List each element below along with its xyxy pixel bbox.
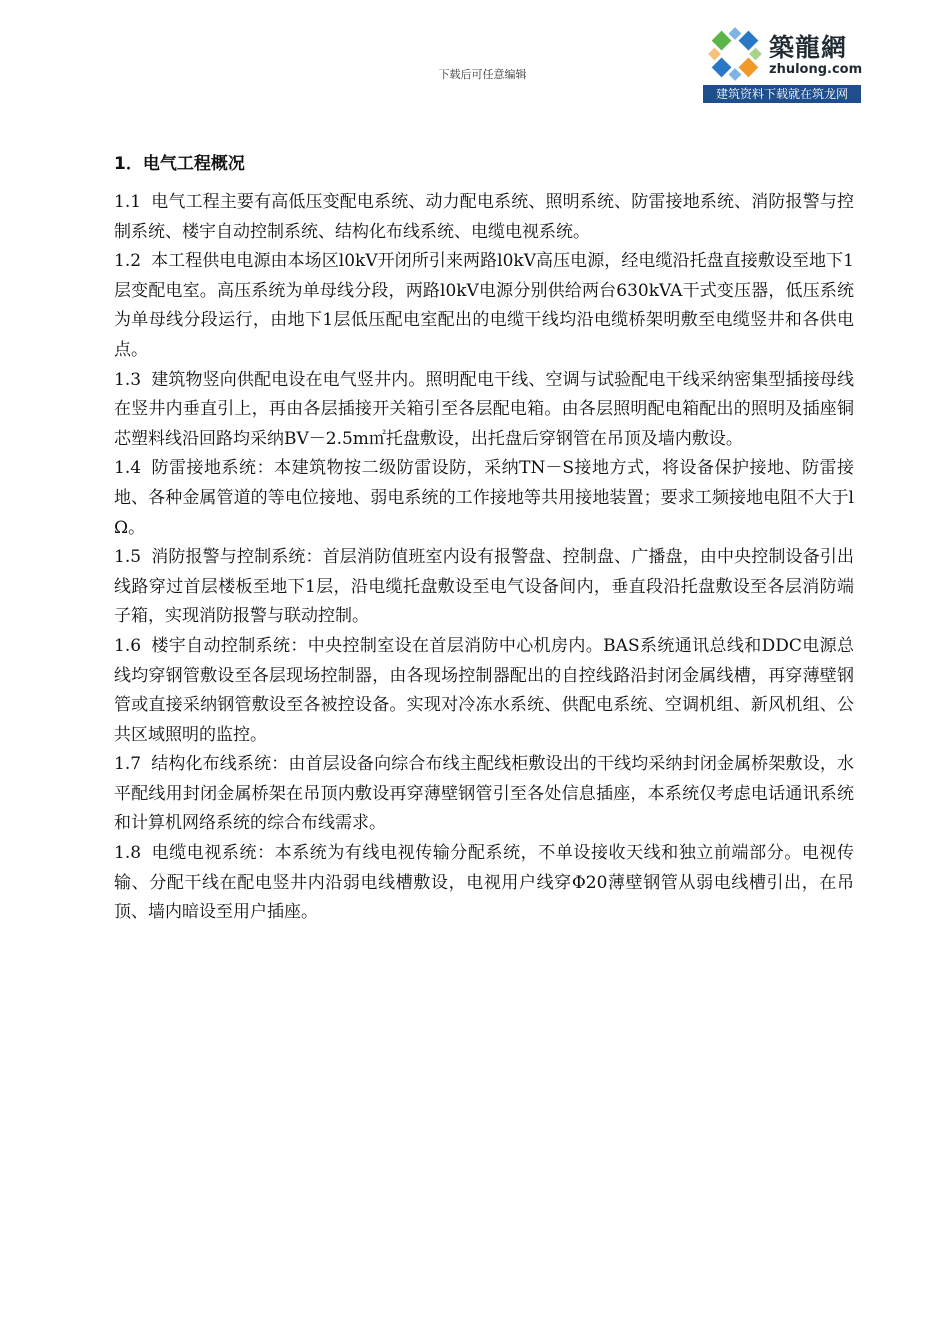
paragraph-text: 电气工程主要有高低压变配电系统、动力配电系统、照明系统、防雷接地系统、消防报警与控制系统、楼宇自动控制系统、结构化布线系统、电缆电视系统。	[114, 192, 854, 242]
paragraph-text: 防雷接地系统：本建筑物按二级防雷设防，采纳TN－S接地方式，将设备保护接地、防雷接地、各种金属管道的等电位接地、弱电系统的工作接地等共用接地装置；要求工频接地电阻不大于l Ω。	[114, 458, 854, 538]
paragraph-text: 结构化布线系统：由首层设备向综合布线主配线柜敷设出的干线均采纳封闭金属桥架敷设，水平配线用封闭金属桥架在吊顶内敷设再穿薄壁钢管引至各处信息插座，本系统仅考虑电话通讯系统和计算机网络系统的综合布线需求。	[114, 754, 854, 834]
paragraph-1-2	[114, 247, 854, 365]
section-title: 1．电气工程概况	[114, 154, 245, 174]
zhulong-logo-icon	[705, 24, 765, 84]
paragraph-number: 1.7	[114, 754, 142, 775]
header-note: 下载后可任意编辑	[438, 68, 527, 81]
paragraph-number: 1.8	[114, 843, 142, 864]
paragraph-number: 1.2	[114, 251, 142, 272]
paragraph-1-4	[114, 454, 854, 543]
paragraph-1-7	[114, 750, 854, 839]
paragraph-1-8	[114, 839, 854, 928]
paragraph-number: 1.1	[114, 192, 142, 212]
logo-name-cn: 築龍網	[769, 33, 848, 62]
paragraph-number: 1.6	[114, 635, 142, 656]
paragraph-text: 消防报警与控制系统：首层消防值班室内设有报警盘、控制盘、广播盘，由中央控制设备引出线路穿过首层楼板至地下1层，沿电缆托盘敷设至电气设备间内，垂直段沿托盘敷设至各层消防端子箱，实现消防报警与联动控制。	[114, 547, 854, 627]
paragraph-number: 1.4	[114, 458, 142, 479]
paragraph-1-1	[114, 188, 854, 247]
paragraph-number: 1.3	[114, 369, 142, 390]
logo-name-en: zhulong.com	[769, 62, 863, 77]
zhulong-logo	[703, 22, 861, 103]
paragraph-1-3	[114, 366, 854, 455]
paragraph-text: 楼宇自动控制系统：中央控制室设在首层消防中心机房内。BAS系统通讯总线和DDC电源总线均穿钢管敷设至各层现场控制器，由各现场控制器配出的自控线路沿封闭金属线槽，再穿薄壁钢管或直接采纳钢管敷设至各被控设备。实现对冷冻水系统、供配电系统、空调机组、新风机组、公共区域照明的监控。	[114, 635, 854, 745]
paragraph-text: 电缆电视系统：本系统为有线电视传输分配系统，不单设接收天线和独立前端部分。电视传输、分配干线在配电竖井内沿弱电线槽敷设，电视用户线穿Φ20薄壁钢管从弱电线槽引出，在吊顶、墙内暗设至用户插座。	[114, 843, 854, 923]
paragraph-text: 建筑物竖向供配电设在电气竖井内。照明配电干线、空调与试验配电干线采纳密集型插接母线在竖井内垂直引上，再由各层插接开关箱引至各层配电箱。由各层照明配电箱配出的照明及插座铜芯塑料线沿回路均采纳BV－2.5m㎡托盘敷设，出托盘后穿钢管在吊顶及墙内敷设。	[114, 369, 854, 449]
paragraph-1-5	[114, 543, 854, 632]
paragraph-1-6	[114, 632, 854, 750]
document-body	[114, 152, 854, 928]
logo-slogan: 建筑资料下载就在筑龙网	[703, 85, 861, 103]
paragraph-text: 本工程供电电源由本场区l0kV开闭所引来两路l0kV高压电源，经电缆沿托盘直接敷设至地下1层变配电室。高压系统为单母线分段，两路l0kV电源分别供给两台630kVA干式变压器，低压系统为单母线分段运行，由地下1层低压配电室配出的电缆干线均沿电缆桥架明敷至电缆竖井和各供电点。	[114, 251, 854, 360]
paragraph-number: 1.5	[114, 547, 142, 568]
